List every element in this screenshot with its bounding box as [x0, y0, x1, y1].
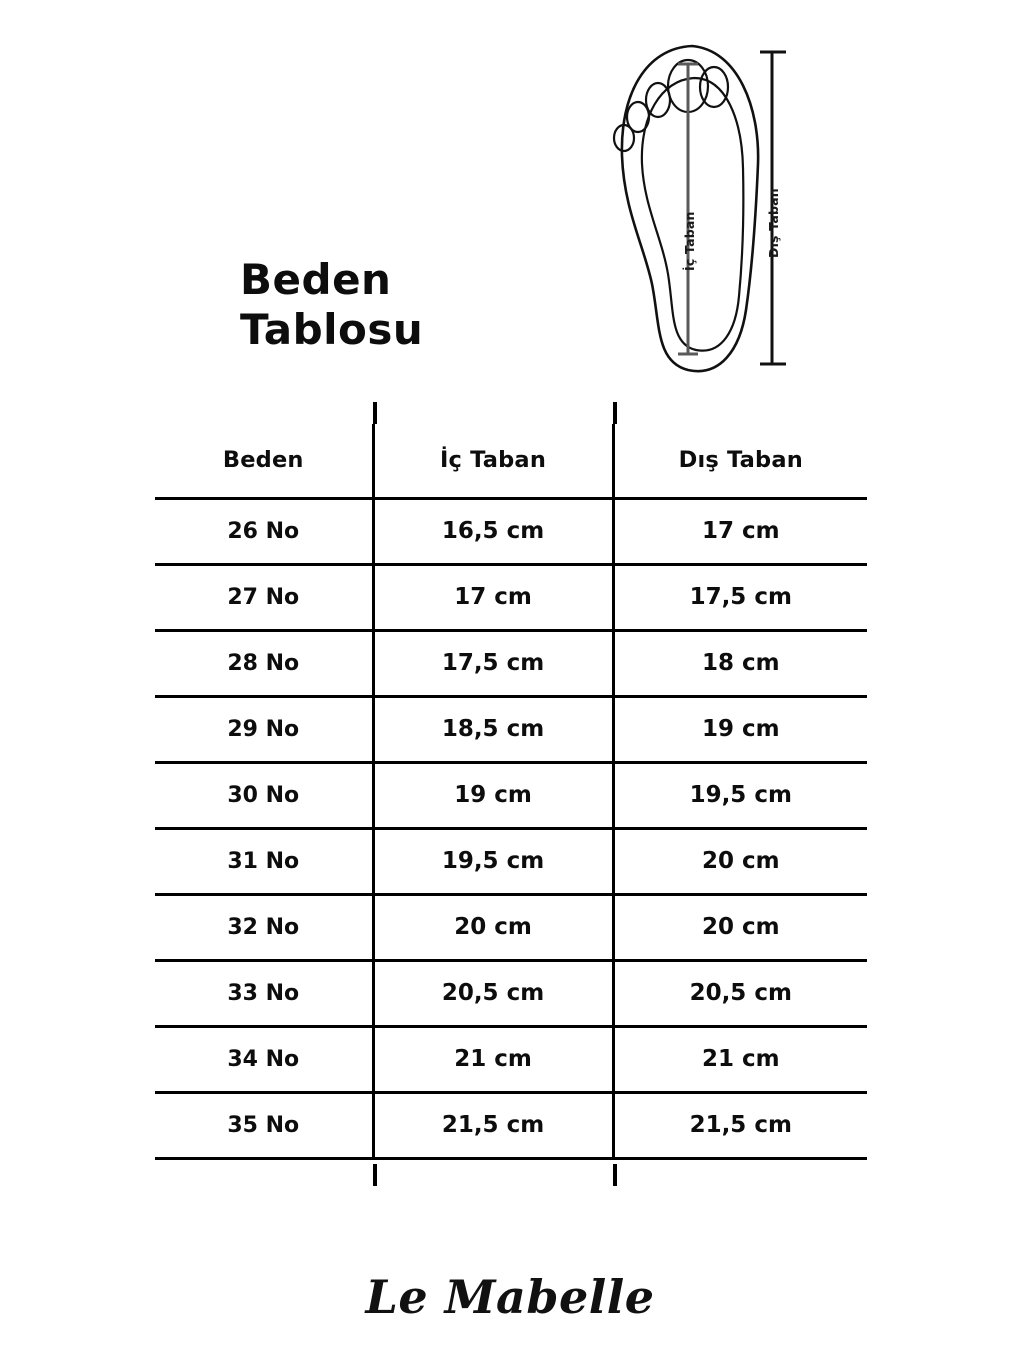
cell-ic-taban: 17 cm [373, 564, 613, 630]
cell-beden: 29 No [155, 696, 373, 762]
table-row [155, 564, 867, 630]
brand-logo: Le Mabelle [365, 1270, 655, 1324]
header-beden: Beden [222, 447, 304, 474]
table-row [155, 828, 867, 894]
cell-ic-taban: 20,5 cm [373, 960, 613, 1026]
table-row [155, 960, 867, 1026]
cell-dis-taban: 19 cm [613, 696, 867, 762]
foot-measurement-diagram [596, 34, 806, 384]
cell-beden: 27 No [155, 564, 373, 630]
cell-beden: 32 No [155, 894, 373, 960]
page-title [240, 255, 600, 354]
table-row [155, 762, 867, 828]
size-table-head [155, 424, 867, 498]
cell-dis-taban: 20 cm [613, 894, 867, 960]
table-row [155, 1092, 867, 1158]
header-dis-taban: Dış Taban [613, 424, 867, 498]
cell-dis-taban: 18 cm [613, 630, 867, 696]
cell-beden: 31 No [155, 828, 373, 894]
cell-dis-taban: 17,5 cm [613, 564, 867, 630]
cell-ic-taban: 20 cm [373, 894, 613, 960]
table-row [155, 630, 867, 696]
cell-beden: 26 No [155, 498, 373, 564]
cell-ic-taban: 17,5 cm [373, 630, 613, 696]
cell-ic-taban: 21,5 cm [373, 1092, 613, 1158]
column-divider-stub-top-2 [613, 402, 617, 424]
cell-beden: 30 No [155, 762, 373, 828]
cell-ic-taban: 19,5 cm [373, 828, 613, 894]
diagram-outer-sole-label: Dış Taban [766, 188, 781, 258]
table-row [155, 696, 867, 762]
column-divider-stub-bottom-1 [373, 1164, 377, 1186]
cell-ic-taban: 16,5 cm [373, 498, 613, 564]
cell-ic-taban: 18,5 cm [373, 696, 613, 762]
cell-dis-taban: 17 cm [613, 498, 867, 564]
cell-beden: 28 No [155, 630, 373, 696]
column-divider-stub-top-1 [373, 402, 377, 424]
column-divider-stub-bottom-2 [613, 1164, 617, 1186]
cell-dis-taban: 20 cm [613, 828, 867, 894]
size-table [155, 424, 867, 1160]
table-row [155, 1026, 867, 1092]
cell-dis-taban: 21 cm [613, 1026, 867, 1092]
cell-ic-taban: 19 cm [373, 762, 613, 828]
cell-beden: 33 No [155, 960, 373, 1026]
diagram-inner-sole-label: İç Taban [682, 211, 697, 271]
table-row [155, 498, 867, 564]
page-title-line-2: Tablosu [240, 304, 424, 354]
header-ic-taban: İç Taban [373, 424, 613, 498]
cell-dis-taban: 20,5 cm [613, 960, 867, 1026]
size-table-container [155, 424, 867, 1160]
cell-beden: 35 No [155, 1092, 373, 1158]
cell-dis-taban: 19,5 cm [613, 762, 867, 828]
table-header-row [155, 424, 867, 498]
page-title-line-1: Beden [240, 255, 392, 304]
size-table-body [155, 498, 867, 1158]
cell-ic-taban: 21 cm [373, 1026, 613, 1092]
cell-beden: 34 No [155, 1026, 373, 1092]
table-row [155, 894, 867, 960]
cell-dis-taban: 21,5 cm [613, 1092, 867, 1158]
